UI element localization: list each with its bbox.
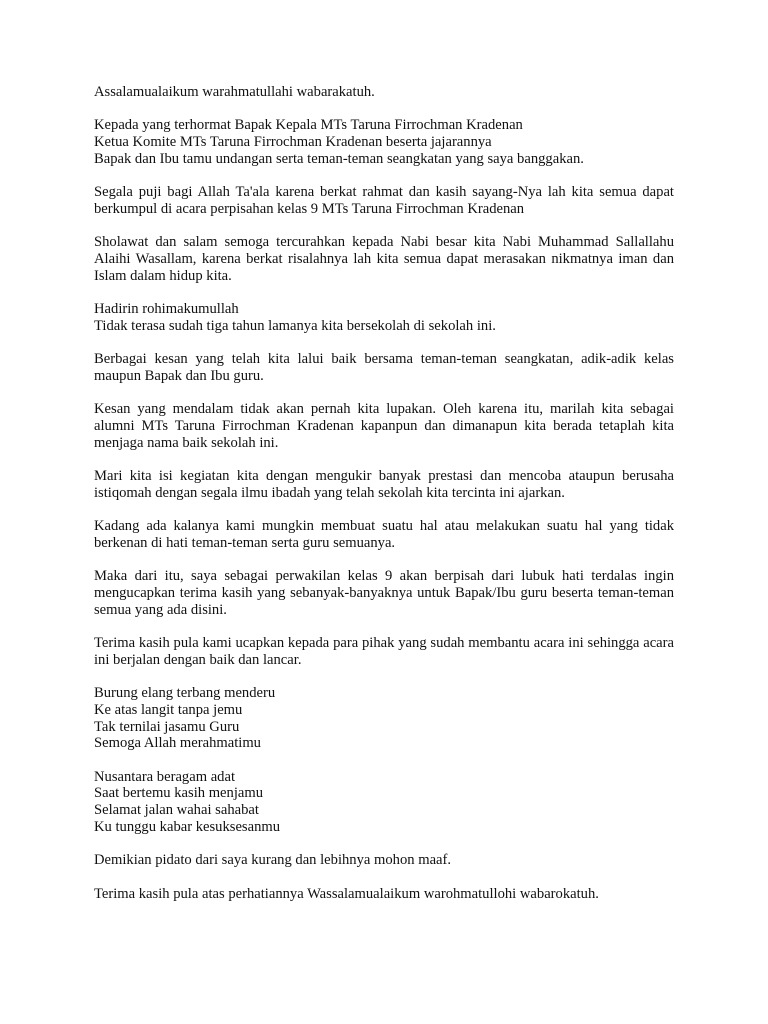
pantun-line: Ku tunggu kabar kesuksesanmu bbox=[94, 818, 281, 835]
salutation-block bbox=[94, 117, 674, 167]
paragraph-closing: Demikian pidato dari saya kurang dan lebihnya mohon maaf. bbox=[94, 852, 452, 869]
salutation-line: Ketua Komite MTs Taruna Firrochman Kradenan beserta jajarannya bbox=[94, 134, 492, 151]
paragraph-thanks-teachers: Maka dari itu, saya sebagai perwakilan kelas 9 akan berpisah dari lubuk hati terdalas ingin mengucapkan terima kasih yang sebanyak-banyaknya untuk Bapak/Ibu guru beserta teman-teman semua yang ada disini. bbox=[94, 568, 674, 618]
document-page bbox=[94, 84, 674, 919]
paragraph-final: Terima kasih pula atas perhatiannya Wassalamualaikum warohmatullohi wabarokatuh. bbox=[94, 885, 599, 902]
pantun-line: Nusantara beragam adat bbox=[94, 768, 235, 785]
paragraph-praise: Segala puji bagi Allah Ta'ala karena berkat rahmat dan kasih sayang-Nya lah kita semua dapat berkumpul di acara perpisahan kelas 9 MTs Taruna Firrochman Kradenan bbox=[94, 184, 674, 217]
paragraph-sholawat: Sholawat dan salam semoga tercurahkan kepada Nabi besar kita Nabi Muhammad Sallallahu Alaihi Wasallam, karena berkat risalahnya lah kita semua dapat merasakan nikmatnya iman dan Islam dalam hidup kita. bbox=[94, 234, 674, 284]
greeting: Assalamualaikum warahmatullahi wabarakatuh. bbox=[94, 84, 375, 100]
paragraph-alumni: Kesan yang mendalam tidak akan pernah kita lupakan. Oleh karena itu, marilah kita sebagai alumni MTs Taruna Firrochman Kradenan kapanpun dan dimanapun kita berada tetaplah kita menjaga nama baik sekolah ini. bbox=[94, 401, 674, 451]
hadirin-block bbox=[94, 301, 674, 334]
salutation-line: Bapak dan Ibu tamu undangan serta teman-teman seangkatan yang saya banggakan. bbox=[94, 150, 584, 167]
paragraph-achievement: Mari kita isi kegiatan kita dengan mengukir banyak prestasi dan mencoba ataupun berusaha istiqomah dengan segala ilmu ibadah yang telah sekolah kita tercinta ini ajarkan. bbox=[94, 468, 674, 501]
pantun-line: Saat bertemu kasih menjamu bbox=[94, 785, 263, 802]
pantun-line: Selamat jalan wahai sahabat bbox=[94, 802, 259, 819]
hadirin-line: Hadirin rohimakumullah bbox=[94, 301, 239, 318]
pantun-line: Tak ternilai jasamu Guru bbox=[94, 718, 240, 735]
pantun-line: Burung elang terbang menderu bbox=[94, 685, 276, 702]
pantun-line: Semoga Allah merahmatimu bbox=[94, 735, 261, 752]
pantun-stanza-1 bbox=[94, 685, 674, 752]
paragraph-memories: Berbagai kesan yang telah kita lalui baik bersama teman-teman seangkatan, adik-adik kelas maupun Bapak dan Ibu guru. bbox=[94, 351, 674, 384]
paragraph-apology: Kadang ada kalanya kami mungkin membuat suatu hal atau melakukan suatu hal yang tidak berkenan di hati teman-teman serta guru semuanya. bbox=[94, 518, 674, 551]
pantun-stanza-2 bbox=[94, 769, 674, 836]
salutation-line: Kepada yang terhormat Bapak Kepala MTs Taruna Firrochman Kradenan bbox=[94, 117, 523, 134]
paragraph-three-years: Tidak terasa sudah tiga tahun lamanya kita bersekolah di sekolah ini. bbox=[94, 317, 496, 334]
pantun-line: Ke atas langit tanpa jemu bbox=[94, 701, 243, 718]
paragraph-thanks-committee: Terima kasih pula kami ucapkan kepada para pihak yang sudah membantu acara ini sehingga acara ini berjalan dengan baik dan lancar. bbox=[94, 635, 674, 668]
